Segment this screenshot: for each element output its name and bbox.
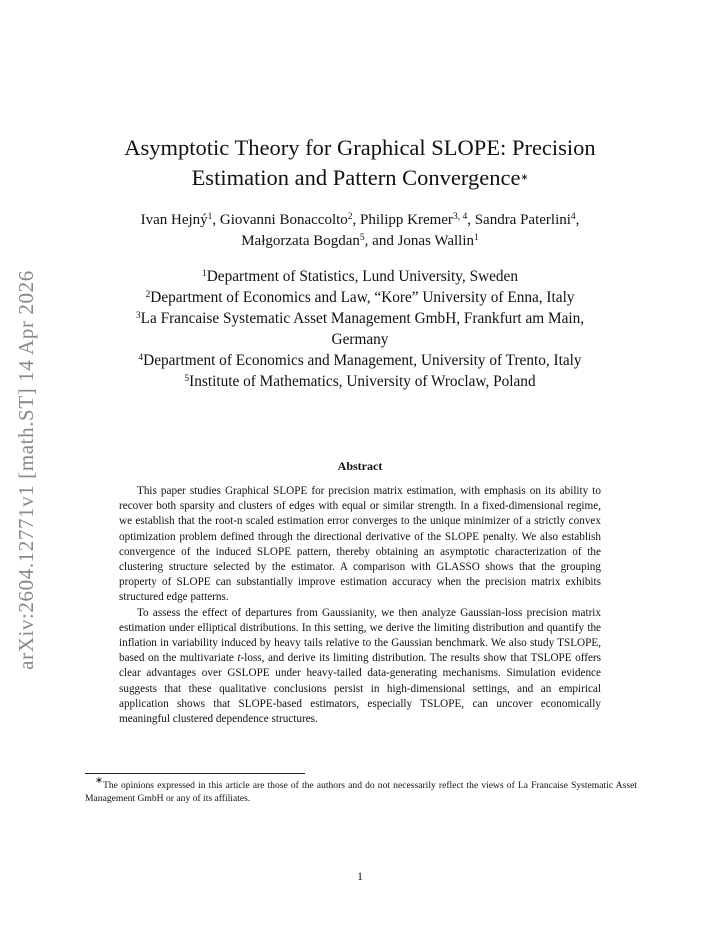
affiliation-mark: 5: [184, 374, 190, 384]
title-footnote-mark: ∗: [520, 173, 529, 183]
arxiv-identifier-stamp: arXiv:2604.12771v1 [math.ST] 14 Apr 2026: [14, 270, 38, 670]
author-name: Philipp Kremer: [360, 212, 453, 228]
footnote-rule: [85, 773, 305, 774]
author-affiliation-mark: 4: [570, 212, 576, 222]
author-separator: ,: [467, 212, 475, 228]
paper-title: [80, 133, 640, 193]
affiliation-item: [80, 266, 640, 287]
affiliation-item: [80, 371, 640, 392]
abstract-text: -loss, and derive its limiting distribution. The results show that TSLOPE offers clear advantages over GSLOPE under heavy-tailed data-generating mechanisms. Simulation evidence suggests that these qualitative conclusions persist in high-dimensional settings, and an empirical application shows that SLOPE-based estimators, especially TSLOPE, can uncover economically meaningful clustered dependence structures.: [119, 652, 601, 726]
affiliation-text: La Francaise Systematic Asset Management GmbH, Frankfurt am Main,: [140, 310, 585, 327]
author-name: Ivan Hejný: [140, 212, 208, 228]
abstract-paragraph-1: This paper studies Graphical SLOPE for precision matrix estimation, with emphasis on its ability to recover both sparsity and clusters of edges with equal or similar strength. In a fixed-dimensional regime, we establish that the root-n scaled estimation error converges to the unique minimizer of a strictly convex optimization problem defined through the directional derivative of the SLOPE penalty. We also establish convergence of the induced SLOPE pattern, thereby obtaining an asymptotic characterization of the clustering structure selected by the estimator. A comparison with GLASSO shows that the grouping property of SLOPE can substantially improve estimation accuracy when the precision matrix exhibits structured edge patterns.: [119, 485, 601, 604]
author-name: Jonas Wallin: [397, 233, 475, 249]
abstract-text: To assess the effect of departures from Gaussianity, we then analyze Gaussian-loss precision matrix estimation under elliptical distributions. In this setting, we derive the limiting distribution and quantify the inflation in variability induced by heavy tails relative to the Gaussian benchmark. We also study TSLOPE, based on the multivariate: [119, 606, 601, 665]
author-affiliation-mark: 2: [347, 212, 353, 222]
affiliation-item: [80, 287, 640, 308]
footnote-mark: ∗: [95, 776, 103, 786]
abstract-heading: Abstract: [337, 459, 383, 473]
affiliation-text: Germany: [331, 331, 389, 348]
author-name: Małgorzata Bogdan: [241, 233, 360, 249]
page-number: 1: [357, 871, 363, 883]
footnote: [85, 776, 637, 805]
author-separator: ,: [352, 212, 361, 228]
abstract-math-t: t: [237, 652, 241, 665]
author-affiliation-mark: 1: [207, 212, 213, 222]
affiliation-item: [80, 350, 640, 371]
affiliation-continuation: [80, 329, 640, 350]
author-name: Giovanni Bonaccolto: [219, 212, 348, 228]
affiliation-mark: 1: [201, 269, 207, 279]
affiliation-mark: 2: [145, 290, 151, 300]
author-and-separator: , and: [364, 233, 398, 249]
author-name: Sandra Paterlini: [474, 212, 571, 228]
affiliation-text: Department of Statistics, Lund University, Sweden: [206, 268, 518, 285]
author-separator: ,: [212, 212, 220, 228]
author-list: [80, 210, 640, 252]
title-line-1: Asymptotic Theory for Graphical SLOPE: Precision: [124, 135, 596, 160]
affiliation-text: Department of Economics and Management, University of Trento, Italy: [143, 352, 582, 369]
abstract-body: [119, 484, 601, 727]
abstract-paragraph-2: [119, 606, 601, 728]
affiliation-item: [80, 308, 640, 329]
title-line-2: Estimation and Pattern Convergence: [191, 165, 521, 190]
affiliation-list: [80, 266, 640, 392]
footnote-text: The opinions expressed in this article are those of the authors and do not necessarily reflect the views of La Francaise Systematic Asset Management GmbH or any of its affiliates.: [85, 780, 637, 804]
affiliation-mark: 4: [138, 353, 144, 363]
affiliation-text: Department of Economics and Law, “Kore” University of Enna, Italy: [150, 289, 575, 306]
author-affiliation-mark: 1: [474, 233, 479, 243]
author-separator: ,: [575, 212, 580, 228]
author-affiliation-mark: 3, 4: [452, 212, 468, 222]
author-affiliation-mark: 5: [359, 233, 365, 243]
affiliation-text: Institute of Mathematics, University of Wroclaw, Poland: [189, 373, 536, 390]
affiliation-mark: 3: [135, 311, 141, 321]
